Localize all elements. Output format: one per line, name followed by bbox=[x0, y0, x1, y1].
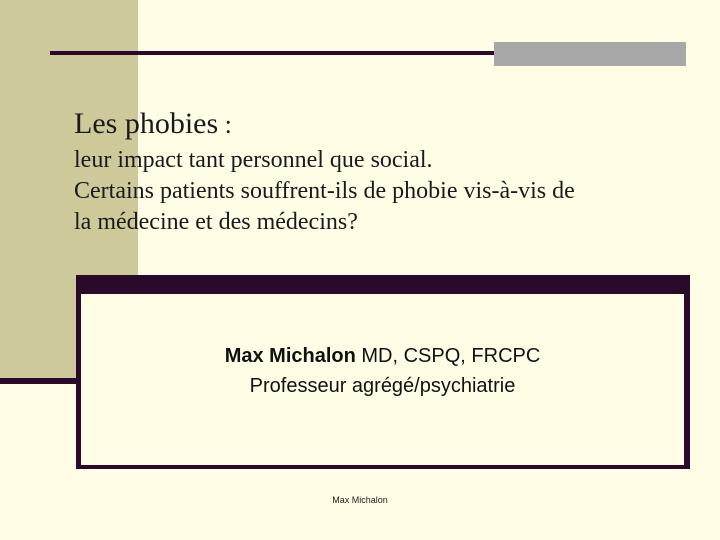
author-line bbox=[81, 341, 684, 371]
author-credentials: MD, CSPQ, FRCPC bbox=[355, 345, 541, 367]
top-gray-bar bbox=[494, 42, 686, 66]
author-info bbox=[81, 341, 684, 401]
author-position: Professeur agrégé/psychiatrie bbox=[249, 375, 516, 397]
author-name: Max Michalon bbox=[224, 345, 356, 367]
subtitle-line: Certains patients souffrent-ils de phobie vis-à-vis de bbox=[74, 178, 575, 204]
subtitle-line: leur impact tant personnel que social. bbox=[74, 147, 433, 173]
title-block bbox=[74, 104, 704, 238]
subtitle-line: la médecine et des médecins? bbox=[74, 209, 358, 235]
title-separator: : bbox=[218, 110, 232, 139]
footer-text: Max Michalon bbox=[332, 495, 388, 505]
author-box bbox=[76, 275, 690, 469]
slide-title bbox=[74, 104, 704, 145]
side-band-underline bbox=[0, 378, 82, 384]
title-main: Les phobies bbox=[74, 107, 219, 140]
